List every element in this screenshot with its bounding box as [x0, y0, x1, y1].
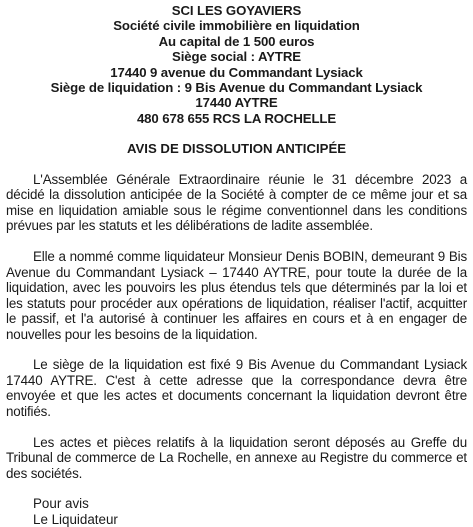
notice-body [6, 172, 467, 482]
notice-title: AVIS DE DISSOLUTION ANTICIPÉE [126, 141, 347, 157]
paragraph-filing: Les actes et pièces relatifs à la liquidation seront déposés au Greffe du Tribunal de commerce de La Rochelle, en annexe au Registre du commerce et des sociétés. [6, 434, 467, 481]
signatory: Le Liquidateur [33, 511, 118, 527]
liquidation-seat: Siège de liquidation : 9 Bis Avenue du Commandant Lysiack [50, 80, 423, 96]
registered-office-address: 17440 9 avenue du Commandant Lysiack [110, 64, 363, 80]
company-header [6, 3, 467, 126]
closing-block [6, 496, 467, 527]
registered-office-label: Siège social : AYTRE [172, 49, 301, 65]
rcs-number: 480 678 655 RCS LA ROCHELLE [136, 110, 337, 126]
paragraph-liquidator: Elle a nommé comme liquidateur Monsieur Denis BOBIN, demeurant 9 Bis Avenue du Commandant Lysiack – 17440 AYTRE, pour toute la durée de la liquidation, avec les pouvoirs les plus étendus tels que déterminés par la loi et les statuts pour procéder aux opérations de liquidation, réaliser l'actif, acquitter le passif, et l'a autorisé à continuer les affaires en cours et à en engager de nouvelles pour les besoins de la liquidation. [6, 249, 467, 342]
company-name: SCI LES GOYAVIERS [171, 3, 302, 18]
paragraph-liquidation-seat: Le siège de la liquidation est fixé 9 Bis Avenue du Commandant Lysiack 17440 AYTRE. C'est à cette adresse que la correspondance devra être envoyée et que les actes et documents concernant la liquidation devront être notifiés. [6, 357, 467, 419]
paragraph-dissolution: L'Assemblée Générale Extraordinaire réunie le 31 décembre 2023 a décidé la dissolution anticipée de la Société à compter de ce même jour et sa mise en liquidation amiable sous le régime conventionnel dans les conditions prévues par les statuts et les délibérations de ladite assemblée. [6, 171, 467, 234]
closing-line: Pour avis [33, 496, 89, 512]
liquidation-city: 17440 AYTRE [195, 95, 278, 111]
company-capital: Au capital de 1 500 euros [158, 33, 315, 49]
company-type: Société civile immobilière en liquidation [113, 18, 360, 34]
